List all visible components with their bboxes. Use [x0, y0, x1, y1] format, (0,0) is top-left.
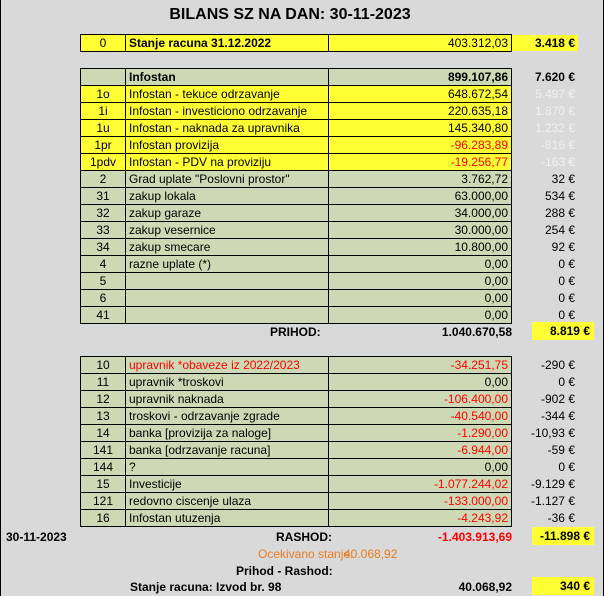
expense-row — [81, 425, 579, 442]
row-eur: 534 € — [544, 189, 575, 203]
row-eur: -1.127 € — [530, 494, 575, 508]
row-name: Infostan - tekuce odrzavanje — [126, 86, 329, 103]
row-code: 31 — [81, 188, 126, 205]
expense-table — [80, 356, 579, 527]
row-amount: -4.243,92 — [329, 510, 512, 527]
row-code: 5 — [81, 273, 126, 290]
row-name: upravnik *troskovi — [126, 374, 329, 391]
income-row — [81, 256, 579, 273]
row-eur: -163 € — [540, 155, 575, 169]
income-row — [81, 86, 579, 103]
row-code: 1i — [81, 103, 126, 120]
row-eur: 288 € — [544, 206, 575, 220]
row-eur: 7.620 € — [534, 70, 575, 84]
row-amount: 30.000,00 — [329, 222, 512, 239]
row-name: zakup vesernice — [126, 222, 329, 239]
row-eur: 254 € — [544, 223, 575, 237]
row-code: 32 — [81, 205, 126, 222]
row-code: 144 — [81, 459, 126, 476]
row-name: ? — [126, 459, 329, 476]
row-amount: 648.672,54 — [329, 86, 512, 103]
row-amount: 0,00 — [329, 459, 512, 476]
row-amount: -133.000,00 — [329, 493, 512, 510]
row-eur: 1.870 € — [534, 104, 575, 118]
row-amount: -1.290,00 — [329, 425, 512, 442]
row-amount: 0,00 — [329, 374, 512, 391]
row-name: Infostan — [126, 69, 329, 86]
expense-row — [81, 459, 579, 476]
row-eur: 92 € — [551, 240, 575, 254]
income-row — [81, 205, 579, 222]
row-code: 4 — [81, 256, 126, 273]
row-eur: -344 € — [540, 409, 575, 423]
expense-row — [81, 357, 579, 374]
income-row — [81, 137, 579, 154]
row-amount: 899.107,86 — [329, 69, 512, 86]
rashod-label: RASHOD: — [276, 530, 332, 544]
row-code: 13 — [81, 408, 126, 425]
row-code: 15 — [81, 476, 126, 493]
expense-row — [81, 476, 579, 493]
income-row — [81, 239, 579, 256]
rashod-date: 30-11-2023 — [6, 530, 67, 544]
row-amount: -34.251,75 — [329, 357, 512, 374]
expense-row — [81, 374, 579, 391]
row-code: 1pdv — [81, 154, 126, 171]
income-row — [81, 120, 579, 137]
row-name: banka [odrzavanje racuna] — [126, 442, 329, 459]
row-eur: -10,93 € — [530, 426, 575, 440]
expected-value: 40.068,92 — [344, 547, 398, 561]
income-table — [80, 68, 579, 324]
row-code: 121 — [81, 493, 126, 510]
row-code: 41 — [81, 307, 126, 324]
row-code: 16 — [81, 510, 126, 527]
row-code: 10 — [81, 357, 126, 374]
row-amount: -1.077.244,02 — [329, 476, 512, 493]
row-name: redovno ciscenje ulaza — [126, 493, 329, 510]
row-amount: 0,00 — [329, 307, 512, 324]
prihod-rashod-label: Prihod - Rashod: — [236, 564, 333, 578]
final-eur: 340 € — [532, 577, 594, 595]
income-row — [81, 103, 579, 120]
row-name: banka [provizija za naloge] — [126, 425, 329, 442]
row-amount: 403.312,03 — [329, 35, 512, 52]
row-eur: 0 € — [558, 291, 575, 305]
row-amount: -106.400,00 — [329, 391, 512, 408]
income-row — [81, 290, 579, 307]
opening-balance-table — [80, 34, 579, 52]
row-eur: 0 € — [558, 257, 575, 271]
row-code: 11 — [81, 374, 126, 391]
rashod-amount: -1.403.913,69 — [437, 530, 512, 544]
expense-row — [81, 493, 579, 510]
expense-row — [81, 510, 579, 527]
row-eur: -902 € — [540, 392, 575, 406]
row-eur: -36 € — [547, 511, 575, 525]
row-amount: 34.000,00 — [329, 205, 512, 222]
income-row — [81, 188, 579, 205]
row-eur: 0 € — [558, 308, 575, 322]
row-name: Stanje racuna 31.12.2022 — [126, 35, 329, 52]
row-name: zakup lokala — [126, 188, 329, 205]
row-code: 34 — [81, 239, 126, 256]
row-amount: 220.635,18 — [329, 103, 512, 120]
expense-row — [81, 442, 579, 459]
row-name: troskovi - odrzavanje zgrade — [126, 408, 329, 425]
row-code: 141 — [81, 442, 126, 459]
row-amount: 0,00 — [329, 290, 512, 307]
row-eur: 1.232 € — [534, 121, 575, 135]
final-label: Stanje racuna: Izvod br. 98 — [130, 580, 282, 594]
row-name — [126, 290, 329, 307]
row-name: Investicije — [126, 476, 329, 493]
row-name: zakup garaze — [126, 205, 329, 222]
row-amount: 0,00 — [329, 256, 512, 273]
row-code — [81, 69, 126, 86]
row-code: 0 — [81, 35, 126, 52]
income-row — [81, 222, 579, 239]
row-amount: 3.762,72 — [329, 171, 512, 188]
expected-label: Ocekivano stanje: — [258, 547, 354, 561]
left-border — [0, 0, 1, 596]
row-code: 1o — [81, 86, 126, 103]
row-amount: 0,00 — [329, 273, 512, 290]
row-eur: -59 € — [547, 443, 575, 457]
income-row — [81, 273, 579, 290]
infostan-total-row — [81, 69, 579, 86]
income-row — [81, 154, 579, 171]
row-code: 14 — [81, 425, 126, 442]
row-code: 6 — [81, 290, 126, 307]
row-name: Infostan - naknada za upravnika — [126, 120, 329, 137]
row-amount: -40.540,00 — [329, 408, 512, 425]
row-eur: 32 € — [551, 172, 575, 186]
row-code: 1u — [81, 120, 126, 137]
final-amount: 40.068,92 — [458, 580, 512, 594]
row-name — [126, 273, 329, 290]
row-name: Infostan - PDV na proviziju — [126, 154, 329, 171]
row-eur: 0 € — [558, 460, 575, 474]
row-eur: -9.129 € — [530, 477, 575, 491]
row-name — [126, 307, 329, 324]
row-amount: -19.256,77 — [329, 154, 512, 171]
row-code: 12 — [81, 391, 126, 408]
row-name: razne uplate (*) — [126, 256, 329, 273]
expense-row — [81, 391, 579, 408]
row-name: Infostan provizija — [126, 137, 329, 154]
row-code: 2 — [81, 171, 126, 188]
income-row — [81, 307, 579, 324]
row-amount: -96.283,89 — [329, 137, 512, 154]
row-name: Infostan - investiciono odrzavanje — [126, 103, 329, 120]
row-name: upravnik *obaveze iz 2022/2023 — [126, 357, 329, 374]
row-eur: 3.418 € — [512, 35, 579, 52]
row-eur: 0 € — [558, 375, 575, 389]
prihod-amount: 1.040.670,58 — [441, 325, 512, 339]
row-code: 1pr — [81, 137, 126, 154]
row-name: Grad uplate "Poslovni prostor" — [126, 171, 329, 188]
row-amount: 10.800,00 — [329, 239, 512, 256]
row-name: upravnik naknada — [126, 391, 329, 408]
row-amount: 145.340,80 — [329, 120, 512, 137]
opening-row — [81, 35, 579, 52]
row-amount: 63.000,00 — [329, 188, 512, 205]
row-eur: -290 € — [540, 358, 575, 372]
income-row — [81, 171, 579, 188]
prihod-eur: 8.819 € — [532, 322, 594, 340]
prihod-label: PRIHOD: — [270, 325, 321, 339]
row-name: zakup smecare — [126, 239, 329, 256]
row-eur: -816 € — [540, 138, 575, 152]
row-name: Infostan utuzenja — [126, 510, 329, 527]
expense-row — [81, 408, 579, 425]
report-title: BILANS SZ NA DAN: 30-11-2023 — [169, 6, 411, 23]
row-eur: 5.497 € — [534, 87, 575, 101]
row-amount: -6.944,00 — [329, 442, 512, 459]
row-eur: 0 € — [558, 274, 575, 288]
row-code: 33 — [81, 222, 126, 239]
rashod-eur: -11.898 € — [532, 527, 594, 545]
